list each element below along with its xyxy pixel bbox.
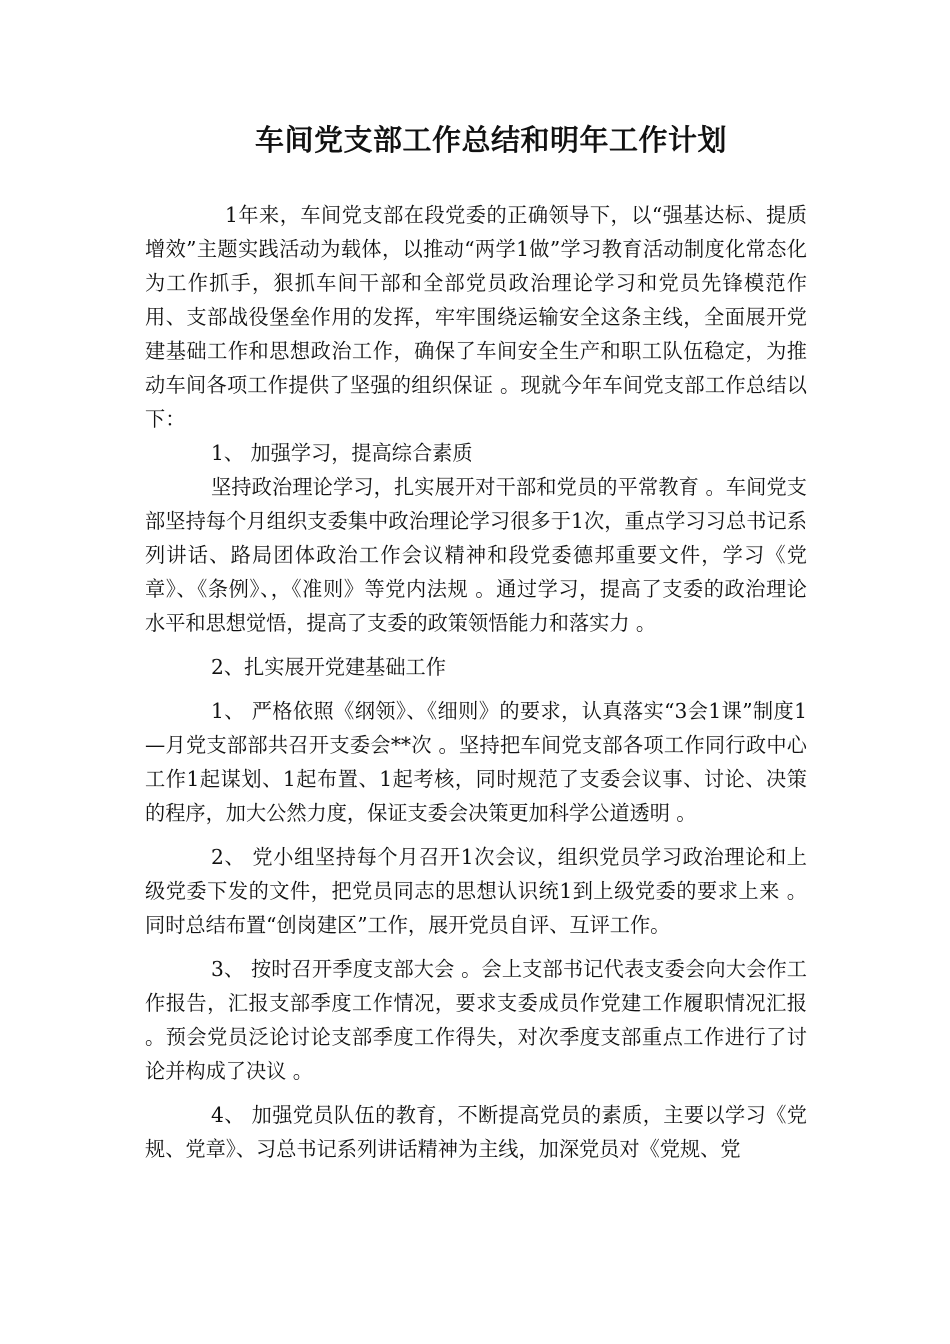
paragraph-intro: 1年来，车间党支部在段党委的正确领导下，以“强基达标、提质增效”主题实践活动为载体，以推动“两学1做”学习教育活动制度化常态化为工作抓手，狠抓车间干部和全部党员政治理论学习和党员先锋模范作用、支部战役堡垒作用的发挥，牢牢围绕运输安全这条主线，全面展开党建基础工作和思想政治工作，确保了车间安全生产和职工队伍稳定，为推动车间各项工作提供了坚强的组织保证 。现就今年车间党支部工作总结以下： (145, 203, 807, 431)
paragraph-item-3: 3、 按时召开季度支部大会 。会上支部书记代表支委会向大会作工作报告，汇报支部季度工作情况，要求支委成员作党建工作履职情况汇报 。预会党员泛论讨论支部季度工作得失，对次季度支部重点工作进行了讨论并构成了决议 。 (145, 957, 807, 1083)
document-title: 车间党支部工作总结和明年工作计划 (255, 123, 728, 157)
document-body (145, 198, 807, 1166)
paragraph-item-2: 2、 党小组坚持每个月召开1次会议，组织党员学习政治理论和上级党委下发的文件，把党员同志的思想认识统1到上级党委的要求上来 。同时总结布置“创岗建区”工作，展开党员自评、互评工作。 (145, 845, 807, 937)
heading-section-1: 1、 加强学习，提高综合素质 (211, 441, 473, 465)
paragraph-item-1: 1、 严格依照《纲领》、《细则》的要求，认真落实“3会1课”制度1—月党支部部共召开支委会**次 。坚持把车间党支部各项工作同行政中心工作1起谋划、1起布置、1起考核，同时规范了支委会议事、讨论、决策的程序，加大公然力度，保证支委会决策更加科学公道透明 。 (145, 699, 807, 825)
heading-section-2: 2、扎实展开党建基础工作 (211, 655, 446, 679)
paragraph-item-4: 4、 加强党员队伍的教育，不断提高党员的素质，主要以学习《党规、党章》、习总书记系列讲话精神为主线，加深党员对《党规、党 (145, 1103, 807, 1161)
paragraph-section-1: 坚持政治理论学习，扎实展开对干部和党员的平常教育 。车间党支部坚持每个月组织支委集中政治理论学习很多于1次，重点学习习总书记系列讲话、路局团体政治工作会议精神和段党委德邦重要文件，学习《党章》、《条例》、，《准则》等党内法规 。通过学习，提高了支委的政治理论水平和思想觉悟，提高了支委的政策领悟能力和落实力 。 (145, 475, 807, 635)
